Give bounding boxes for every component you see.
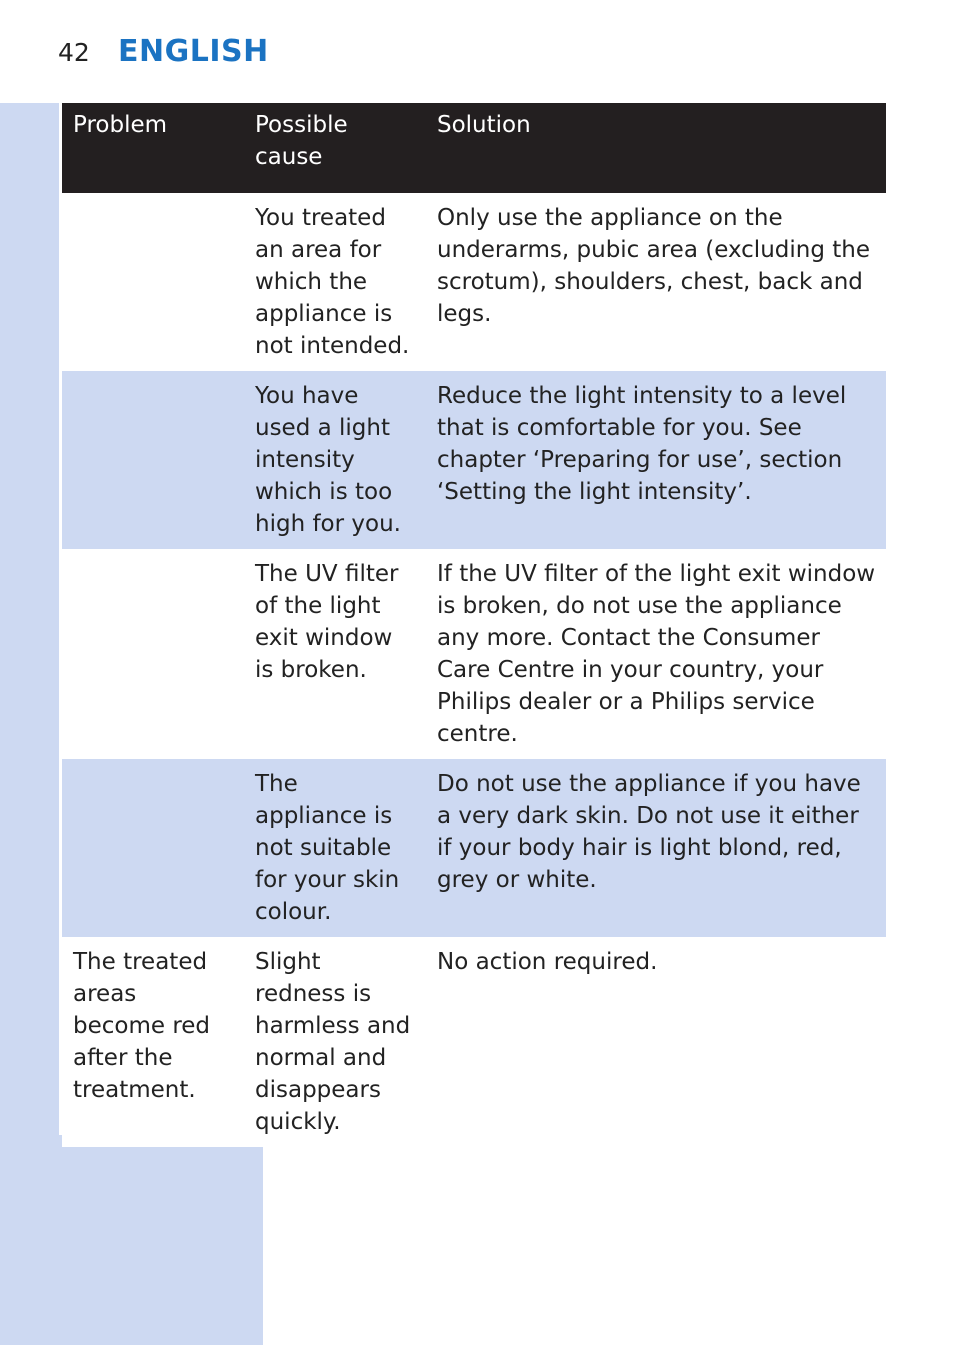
solution-cell: Do not use the appliance if you have a very dark skin. Do not use it either if your body hair is light blond, red, grey or white.: [426, 759, 886, 937]
section-title: ENGLISH: [118, 34, 269, 69]
solution-cell: No action required.: [426, 937, 886, 1147]
table-row: [62, 759, 886, 937]
problem-cell: [62, 549, 244, 759]
page-number: 42: [58, 38, 90, 67]
solution-cell: Reduce the light intensity to a level that is comfortable for you. See chapter ‘Preparing for use’, section ‘Setting the light intensity’.: [426, 371, 886, 549]
cause-cell: The appliance is not suitable for your skin colour.: [244, 759, 426, 937]
problem-cell: [62, 193, 244, 371]
table-row: [62, 937, 886, 1147]
cause-cell: You have used a light intensity which is too high for you.: [244, 371, 426, 549]
table-row: [62, 371, 886, 549]
troubleshooting-table: [62, 103, 886, 1147]
cause-cell: The UV filter of the light exit window is broken.: [244, 549, 426, 759]
solution-cell: If the UV filter of the light exit window is broken, do not use the appliance any more. Contact the Consumer Care Centre in your country, your Philips dealer or a Philips service centre.: [426, 549, 886, 759]
cause-cell: You treated an area for which the appliance is not intended.: [244, 193, 426, 371]
left-margin-band-lower: [0, 1135, 263, 1345]
problem-cell: The treated areas become red after the treatment.: [62, 937, 244, 1147]
table-row: [62, 193, 886, 371]
table-row: [62, 549, 886, 759]
solution-cell: Only use the appliance on the underarms, pubic area (excluding the scrotum), shoulders, chest, back and legs.: [426, 193, 886, 371]
table-header-row: [62, 103, 886, 193]
cause-cell: Slight redness is harmless and normal and disappears quickly.: [244, 937, 426, 1147]
column-header-possible-cause: Possible cause: [244, 103, 426, 193]
problem-cell: [62, 759, 244, 937]
problem-cell: [62, 371, 244, 549]
column-header-solution: Solution: [426, 103, 886, 193]
column-header-problem: Problem: [62, 103, 244, 193]
